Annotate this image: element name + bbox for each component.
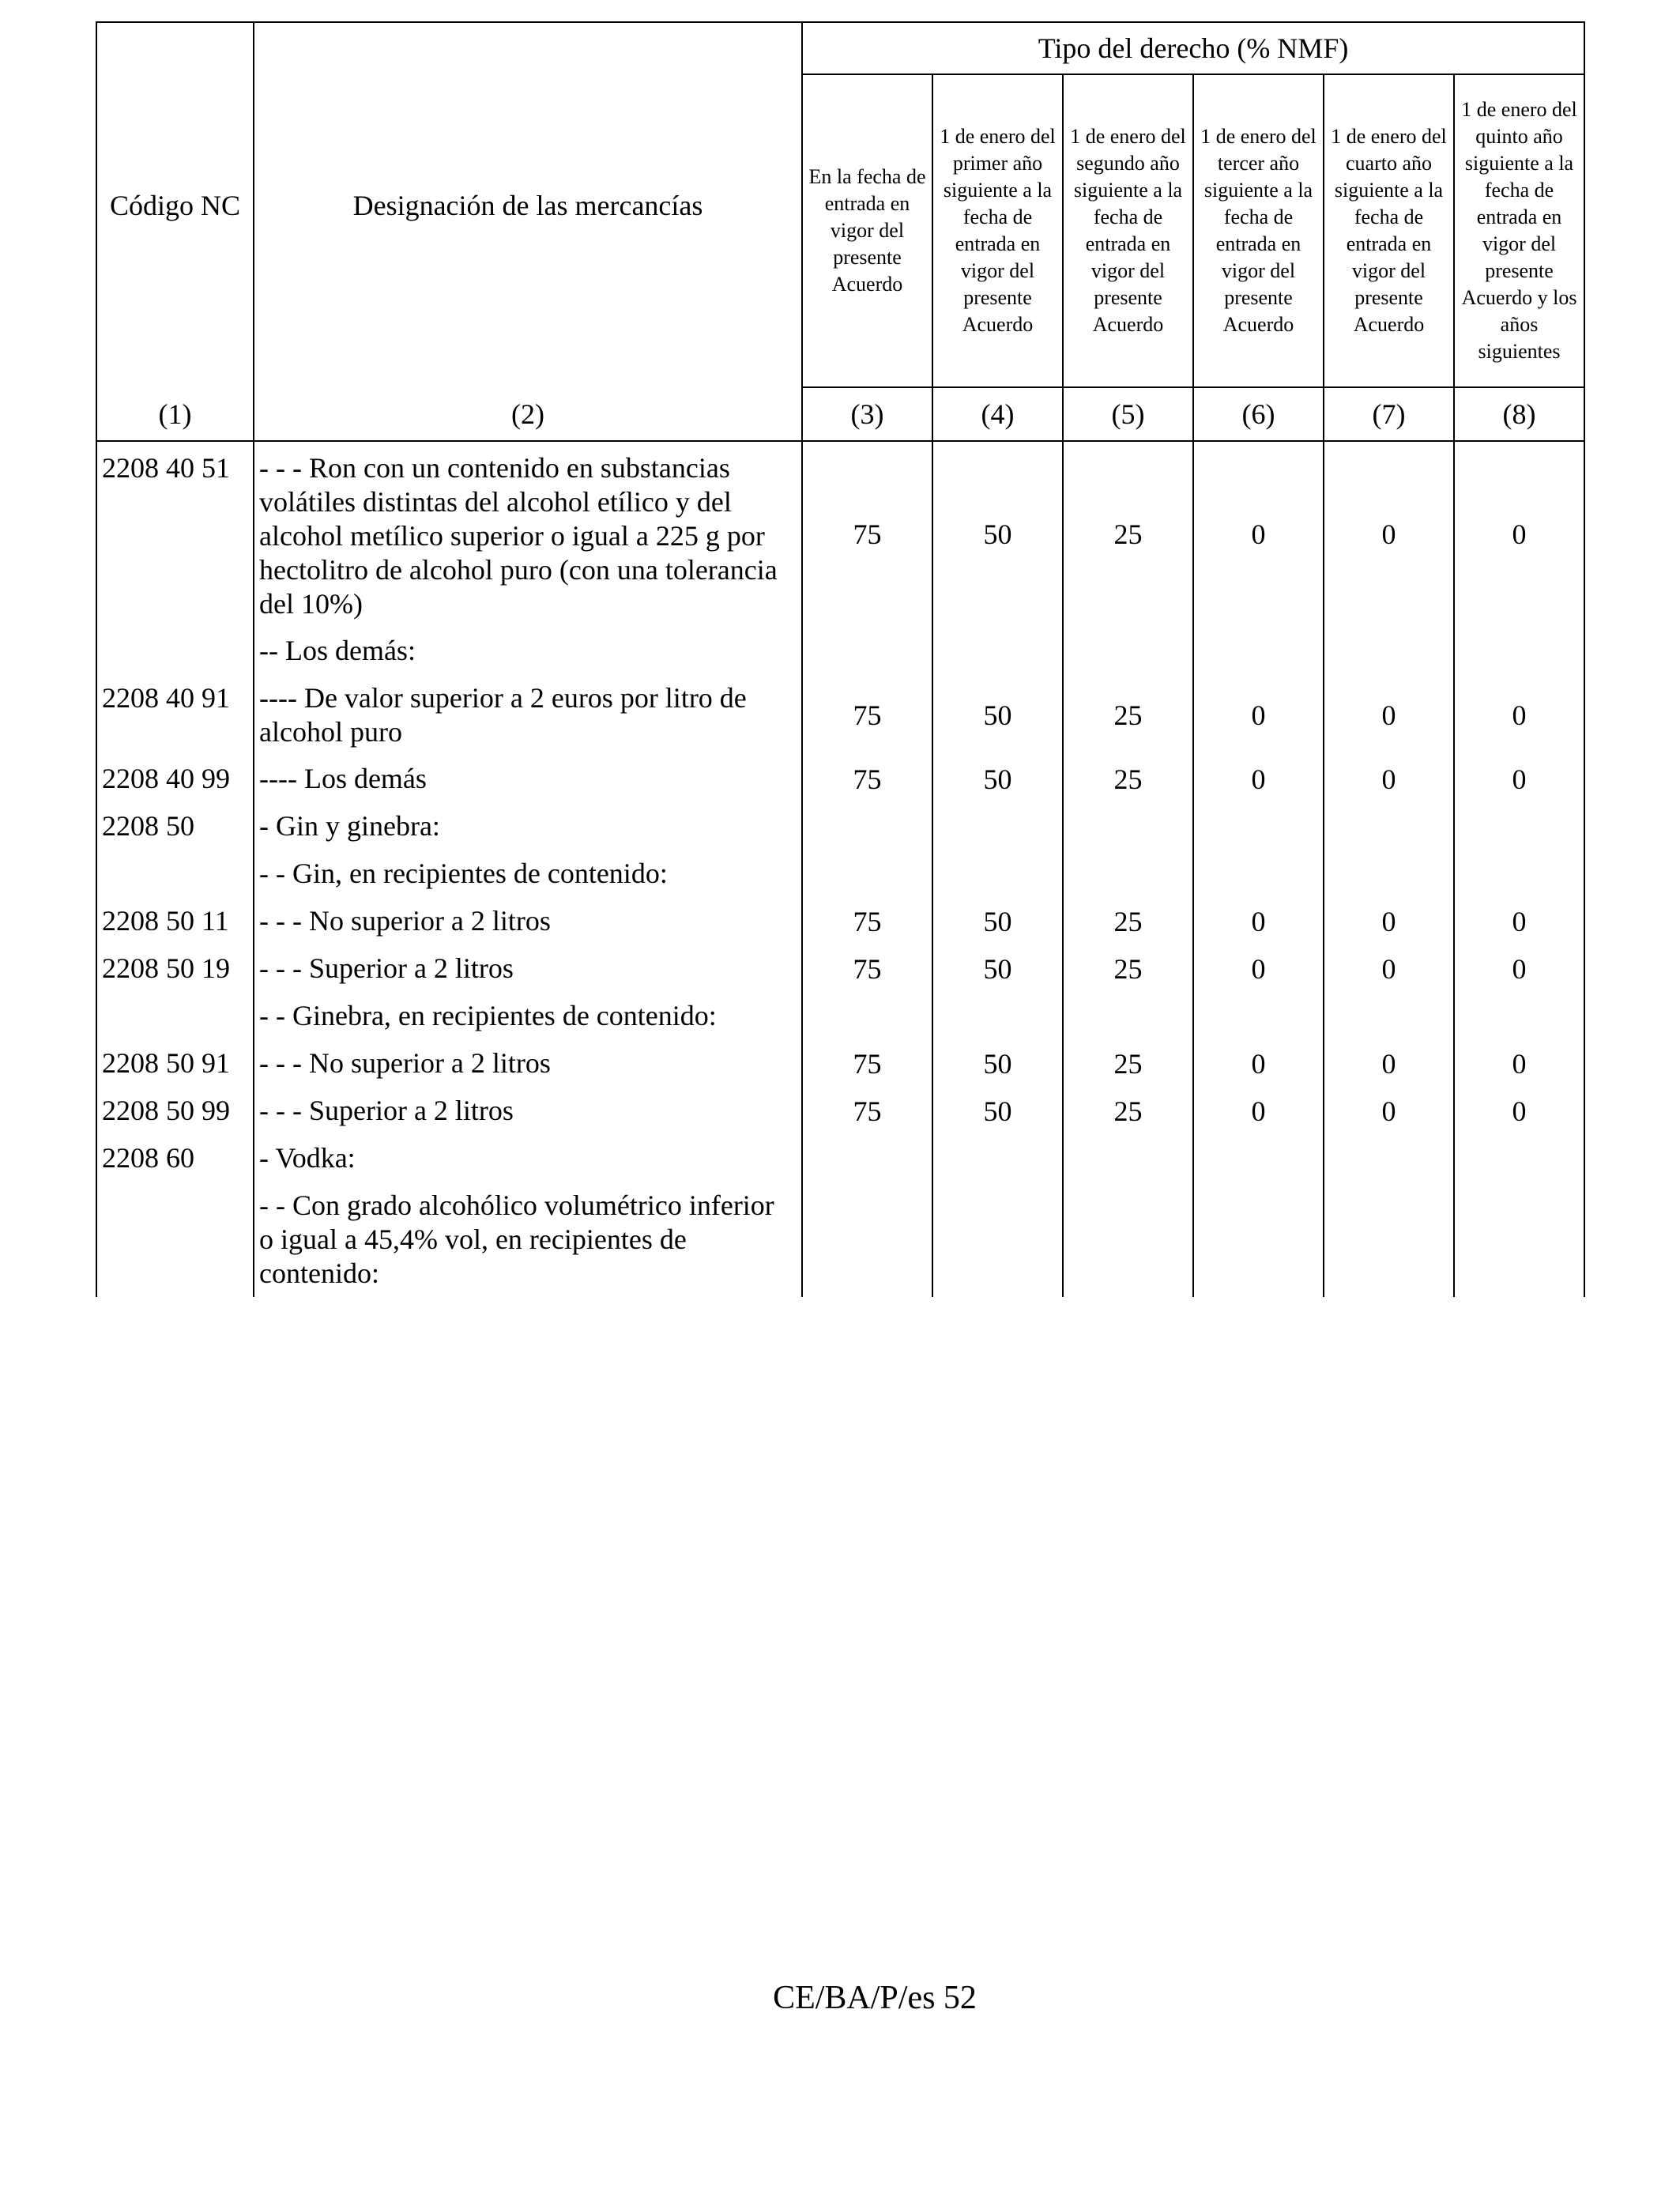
duty-rate-cell — [1193, 628, 1324, 675]
duty-rate-cell — [802, 1182, 932, 1297]
duty-rate-cell — [1324, 628, 1454, 675]
column-number: (4) — [932, 387, 1063, 441]
duty-rate-cell: 0 — [1454, 675, 1584, 756]
duty-rate-cell — [1193, 1182, 1324, 1297]
cn-code-cell: 2208 50 — [96, 803, 254, 850]
duty-rate-cell: 50 — [932, 945, 1063, 993]
column-number: (8) — [1454, 387, 1584, 441]
table-row — [96, 1040, 1584, 1088]
duty-rate-cell: 50 — [932, 1040, 1063, 1088]
duty-rate-cell: 25 — [1063, 1088, 1193, 1135]
duty-rate-cell — [1454, 628, 1584, 675]
duty-rate-cell: 0 — [1193, 756, 1324, 803]
duty-rate-cell — [1063, 628, 1193, 675]
goods-description-cell: - - - No superior a 2 litros — [254, 898, 802, 945]
table-header — [96, 22, 1584, 441]
duty-rate-cell — [802, 850, 932, 898]
duty-rate-cell: 50 — [932, 756, 1063, 803]
duty-rate-cell: 0 — [1454, 1088, 1584, 1135]
duty-rate-cell: 0 — [1324, 675, 1454, 756]
cn-code-cell: 2208 50 91 — [96, 1040, 254, 1088]
table-row — [96, 628, 1584, 675]
duty-rate-cell: 75 — [802, 1040, 932, 1088]
duty-rate-cell: 0 — [1193, 898, 1324, 945]
duty-rate-cell: 0 — [1324, 441, 1454, 628]
duty-rate-cell — [932, 803, 1063, 850]
duty-rate-cell — [1454, 803, 1584, 850]
cn-code-cell: 2208 50 99 — [96, 1088, 254, 1135]
goods-description-cell: - - Ginebra, en recipientes de contenido: — [254, 993, 802, 1040]
duty-rate-cell: 75 — [802, 898, 932, 945]
duty-rate-cell: 0 — [1324, 898, 1454, 945]
duty-rate-cell: 0 — [1324, 756, 1454, 803]
duty-rate-cell — [802, 993, 932, 1040]
duty-rate-cell: 0 — [1193, 1088, 1324, 1135]
duty-rate-cell: 75 — [802, 675, 932, 756]
duty-rate-cell: 50 — [932, 1088, 1063, 1135]
header-cn-code: Código NC — [96, 22, 254, 387]
duty-rate-cell: 0 — [1454, 945, 1584, 993]
table-row — [96, 675, 1584, 756]
duty-rate-cell — [802, 1135, 932, 1182]
table-row — [96, 945, 1584, 993]
goods-description-cell: - - - Superior a 2 litros — [254, 945, 802, 993]
goods-description-cell: - - - Superior a 2 litros — [254, 1088, 802, 1135]
duty-rate-cell — [1193, 993, 1324, 1040]
duty-rate-cell — [1324, 850, 1454, 898]
column-number: (1) — [96, 387, 254, 441]
duty-rate-cell — [1454, 1182, 1584, 1297]
header-goods-designation: Designación de las mercancías — [254, 22, 802, 387]
table-row — [96, 441, 1584, 628]
header-col5: 1 de enero del segundo año siguiente a la fecha de entrada en vigor del presente Acuerdo — [1063, 74, 1193, 387]
goods-description-cell: -- Los demás: — [254, 628, 802, 675]
goods-description-cell: - - Gin, en recipientes de contenido: — [254, 850, 802, 898]
column-number-row — [96, 387, 1584, 441]
table-row — [96, 756, 1584, 803]
duty-rate-cell — [1193, 850, 1324, 898]
column-number: (5) — [1063, 387, 1193, 441]
duty-rate-cell: 50 — [932, 898, 1063, 945]
duty-rate-cell: 50 — [932, 675, 1063, 756]
column-number: (2) — [254, 387, 802, 441]
duty-rate-cell: 25 — [1063, 675, 1193, 756]
duty-rate-cell: 0 — [1324, 945, 1454, 993]
table-row — [96, 898, 1584, 945]
duty-rate-cell: 0 — [1324, 1040, 1454, 1088]
duty-rate-cell — [1063, 1135, 1193, 1182]
table-row — [96, 803, 1584, 850]
duty-rate-cell: 25 — [1063, 1040, 1193, 1088]
page-reference: CE/BA/P/es 52 — [773, 1980, 977, 2016]
duty-rate-cell — [1063, 850, 1193, 898]
duty-rate-cell — [932, 993, 1063, 1040]
duty-rate-cell: 25 — [1063, 898, 1193, 945]
table-row — [96, 850, 1584, 898]
duty-rate-cell: 0 — [1324, 1088, 1454, 1135]
duty-rate-cell — [1193, 803, 1324, 850]
duty-rate-cell — [1454, 1135, 1584, 1182]
duty-rate-cell — [802, 628, 932, 675]
duty-rate-cell — [802, 803, 932, 850]
header-col6: 1 de enero del tercer año siguiente a la fecha de entrada en vigor del presente Acuerdo — [1193, 74, 1324, 387]
column-number: (3) — [802, 387, 932, 441]
cn-code-cell — [96, 628, 254, 675]
cn-code-cell: 2208 50 11 — [96, 898, 254, 945]
goods-description-cell: - Gin y ginebra: — [254, 803, 802, 850]
duty-rate-cell — [932, 628, 1063, 675]
table-row — [96, 993, 1584, 1040]
table-body — [96, 441, 1584, 1297]
duty-rate-cell — [1454, 993, 1584, 1040]
cn-code-cell — [96, 1182, 254, 1297]
goods-description-cell: - - - Ron con un contenido en substancias volátiles distintas del alcohol etílico y del alcohol metílico superior o igual a 225 g por hectolitro de alcohol puro (con una tolerancia del 10%) — [254, 441, 802, 628]
table-row — [96, 1088, 1584, 1135]
duty-rate-cell: 0 — [1454, 441, 1584, 628]
duty-rate-cell: 0 — [1193, 945, 1324, 993]
duty-rate-cell: 75 — [802, 945, 932, 993]
table-row — [96, 1182, 1584, 1297]
cn-code-cell: 2208 60 — [96, 1135, 254, 1182]
duty-rate-cell — [1454, 850, 1584, 898]
goods-description-cell: - - Con grado alcohólico volumétrico inferior o igual a 45,4% vol, en recipientes de contenido: — [254, 1182, 802, 1297]
goods-description-cell: - - - No superior a 2 litros — [254, 1040, 802, 1088]
cn-code-cell: 2208 40 99 — [96, 756, 254, 803]
header-col3: En la fecha de entrada en vigor del presente Acuerdo — [802, 74, 932, 387]
duty-rate-cell: 0 — [1454, 898, 1584, 945]
duty-rate-cell — [1063, 1182, 1193, 1297]
cn-code-cell: 2208 40 91 — [96, 675, 254, 756]
duty-rate-cell: 0 — [1193, 441, 1324, 628]
duty-rate-cell: 75 — [802, 441, 932, 628]
duty-rate-cell — [1324, 803, 1454, 850]
page-footer — [0, 1979, 1680, 2017]
goods-description-cell: - Vodka: — [254, 1135, 802, 1182]
duty-rate-cell: 0 — [1193, 675, 1324, 756]
duty-rate-cell — [1324, 993, 1454, 1040]
duty-rate-cell — [1063, 993, 1193, 1040]
duty-rate-cell — [932, 850, 1063, 898]
goods-description-cell: ---- De valor superior a 2 euros por litro de alcohol puro — [254, 675, 802, 756]
cn-code-cell — [96, 993, 254, 1040]
cn-code-cell: 2208 50 19 — [96, 945, 254, 993]
column-number: (6) — [1193, 387, 1324, 441]
duty-rate-cell — [1324, 1182, 1454, 1297]
goods-description-cell: ---- Los demás — [254, 756, 802, 803]
cn-code-cell: 2208 40 51 — [96, 441, 254, 628]
duty-rate-cell: 25 — [1063, 441, 1193, 628]
table-row — [96, 1135, 1584, 1182]
duty-rate-cell — [1324, 1135, 1454, 1182]
duty-rate-cell: 25 — [1063, 945, 1193, 993]
header-col8: 1 de enero del quinto año siguiente a la fecha de entrada en vigor del presente Acuerdo y los años siguientes — [1454, 74, 1584, 387]
duty-rate-cell: 25 — [1063, 756, 1193, 803]
duty-rate-cell: 0 — [1193, 1040, 1324, 1088]
duty-rate-cell — [1063, 803, 1193, 850]
header-duty-rate-group: Tipo del derecho (% NMF) — [802, 22, 1584, 74]
header-col7: 1 de enero del cuarto año siguiente a la fecha de entrada en vigor del presente Acuerdo — [1324, 74, 1454, 387]
duty-rate-cell — [1193, 1135, 1324, 1182]
duty-rate-cell: 0 — [1454, 1040, 1584, 1088]
tariff-table — [96, 21, 1585, 1297]
duty-rate-cell: 50 — [932, 441, 1063, 628]
cn-code-cell — [96, 850, 254, 898]
duty-rate-cell: 0 — [1454, 756, 1584, 803]
duty-rate-cell — [932, 1182, 1063, 1297]
duty-rate-cell: 75 — [802, 756, 932, 803]
duty-rate-cell: 75 — [802, 1088, 932, 1135]
column-number: (7) — [1324, 387, 1454, 441]
duty-rate-cell — [932, 1135, 1063, 1182]
header-col4: 1 de enero del primer año siguiente a la fecha de entrada en vigor del presente Acuerdo — [932, 74, 1063, 387]
